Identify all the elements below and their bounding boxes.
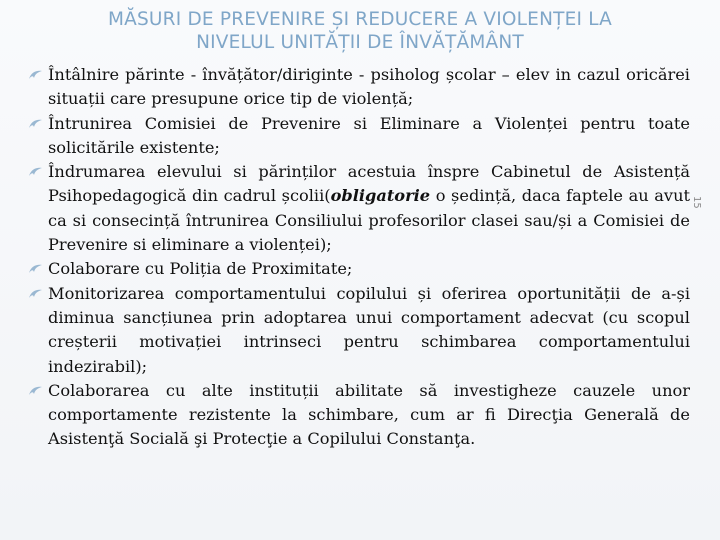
leaf-swirl-bullet-icon <box>28 69 43 81</box>
bullet-text-part-1: Îndrumarea elevului si părinților acestuia înspre Cabinetul de Asistență Psihopedagogică din cadrul școlii( <box>48 162 690 206</box>
leaf-swirl-bullet-icon <box>28 288 43 300</box>
slide-number: 15 <box>691 196 702 209</box>
bullet-text: Colaborare cu Poliția de Proximitate; <box>48 259 353 279</box>
bullet-item <box>28 112 690 161</box>
leaf-swirl-bullet-icon <box>28 118 43 130</box>
bullet-item <box>28 63 690 112</box>
bullet-text: Întrunirea Comisiei de Prevenire si Eliminare a Violenței pentru toate solicitările existente; <box>48 113 690 157</box>
bullet-list <box>28 63 690 452</box>
bullet-item <box>28 160 690 257</box>
bullet-item <box>28 282 690 379</box>
slide-title-line-2: NIVELUL UNITĂȚII DE ÎNVĂȚĂMÂNT <box>196 32 524 53</box>
slide-title-line-1: MĂSURI DE PREVENIRE ȘI REDUCERE A VIOLENȚEI LA <box>107 9 613 30</box>
bullet-text: Monitorizarea comportamentului copilului și oferirea oportunității de a-și diminua sancțiunea prin adoptarea unui comportament adecvat (cu scopul creșterii motivației intrinseci pentru schimbarea comportamentului indezirabil); <box>48 283 690 376</box>
leaf-swirl-bullet-icon <box>28 385 43 397</box>
slide-title <box>20 8 700 54</box>
leaf-swirl-bullet-icon <box>28 263 43 275</box>
bullet-text-part-2: o ședință, daca faptele au avut ca si consecință întrunirea Consiliului profesorilor clasei sau/și a Comisiei de Prevenire si eliminare a violenței); <box>48 186 691 255</box>
bullet-item <box>28 379 690 452</box>
bullet-item <box>28 257 690 281</box>
leaf-swirl-bullet-icon <box>28 166 43 178</box>
bullet-text: Colaborarea cu alte instituții abilitate să investigheze cauzele unor comportamente rezistente la schimbare, cum ar fi Direcţia Generală de Asistenţă Socială şi Protecţie a Copilului Constanţa. <box>48 380 690 449</box>
bullet-text: Întâlnire părinte - învățător/diriginte - psiholog școlar – elev in cazul oricărei situații care presupune orice tip de violență; <box>48 65 690 109</box>
bullet-text-emphasis: obligatorie <box>330 186 431 206</box>
